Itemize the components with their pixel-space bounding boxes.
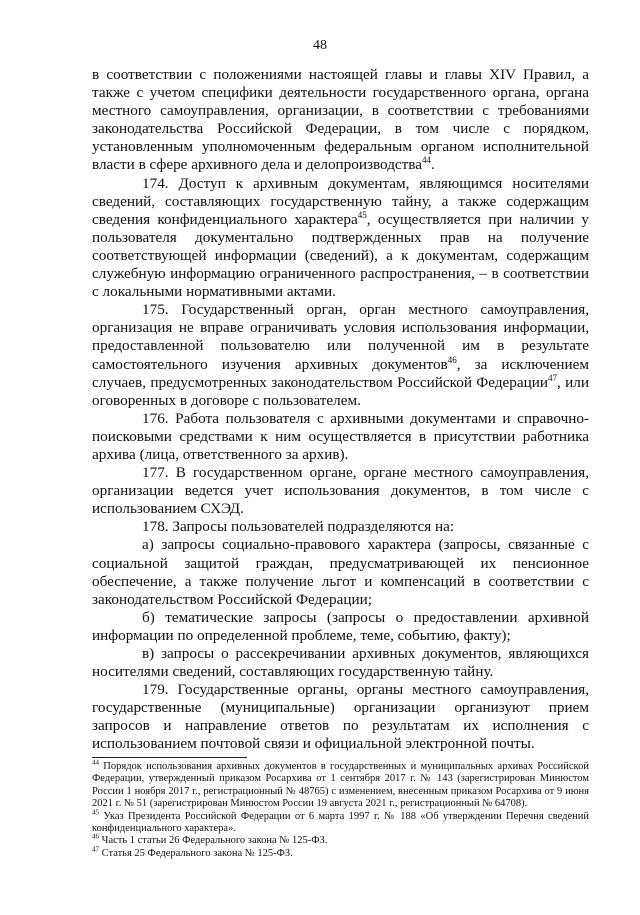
footnote-ref: 45 xyxy=(357,209,367,220)
footnote-ref: 44 xyxy=(422,155,432,166)
footnote-number: 45 xyxy=(92,808,99,817)
paragraph-text: . xyxy=(431,156,435,174)
footnote-number: 44 xyxy=(92,758,99,767)
paragraph-text: 177. В государственном органе, органе местного самоуправления, организации ведется учет использования документов, в том числе с использованием СХЭД. xyxy=(92,464,589,518)
footnote-ref: 46 xyxy=(447,354,457,365)
footnote-44 xyxy=(92,758,589,811)
paragraph-text: 178. Запросы пользователей подразделяются на: xyxy=(142,518,455,536)
paragraph-174 xyxy=(92,175,589,302)
paragraph-text: 175. Государственный орган, орган местного самоуправления, организация не вправе ограничивать условия использования информации, предоставленной пользователю или полученной им в результате самостоятельного изучения архивных документов xyxy=(92,301,589,373)
paragraph-178a xyxy=(92,536,589,608)
footnote-text: Порядок использования архивных документов в государственных и муниципальных архивах Российской Федерации, утвержденный приказом Росархива от 1 сентября 2017 г. № 143 (зарегистрирован Минюстом России 1 ноября 2017 г., регистрационный № 48765) с изменением, внесенным приказом Росархива от 9 июня 2021 г. № 51 (зарегистрирован Минюстом России 19 августа 2021 г., регистрационный № 64708). xyxy=(92,761,589,810)
paragraph-178 xyxy=(92,518,589,536)
body-text xyxy=(92,66,589,754)
paragraph-178c xyxy=(92,645,589,681)
page-number: 48 xyxy=(313,38,327,53)
paragraph-text: , за исключением случаев, предусмотренных законодательством Российской Федерации xyxy=(92,355,589,391)
paragraph-text: , осуществляется при наличии у пользователя документально подтвержденных прав на получение соответствующей информации (сведений), а к документам, содержащим служебную информацию ограниченного распространения, – в соответствии с локальными нормативными актами. xyxy=(92,210,589,301)
footnotes xyxy=(92,758,589,860)
paragraph-text: б) тематические запросы (запросы о предоставлении архивной информации по определенной проблеме, теме, событию, факту); xyxy=(92,608,589,644)
footnote-number: 46 xyxy=(92,832,99,841)
footnote-46 xyxy=(92,832,589,847)
footnote-separator xyxy=(92,757,247,758)
footnote-47 xyxy=(92,845,589,860)
paragraph-text: 176. Работа пользователя с архивными документами и справочно-поисковыми средствами к ним осуществляется в присутствии работника архива (лица, ответственного за архив). xyxy=(92,409,589,463)
paragraph-text: 179. Государственные органы, органы местного самоуправления, государственные (муниципальные) организации организуют прием запросов и направление ответов по результатам их исполнения с использованием почтовой связи и официальной электронной почты. xyxy=(92,681,589,753)
paragraph-175 xyxy=(92,301,589,410)
footnote-ref: 47 xyxy=(548,372,558,383)
paragraph-text: , или оговоренных в договоре с пользователем. xyxy=(92,373,590,409)
footnote-number: 47 xyxy=(92,845,99,854)
paragraph-text: а) запросы социально-правового характера (запросы, связанные с социальной защитой граждан, предусматривающей их пенсионное обеспечение, а также получение льгот и компенсаций в соответствии с законодательством Российской Федерации; xyxy=(92,536,589,608)
paragraph-179 xyxy=(92,681,589,753)
paragraph-177 xyxy=(92,464,589,518)
footnote-45 xyxy=(92,808,589,836)
paragraph-text: 174. Доступ к архивным документам, являющимся носителями сведений, составляющих государственную тайну, а также содержащим сведения конфиденциального характера xyxy=(92,174,589,228)
paragraph-text: в) запросы о рассекречивании архивных документов, являющихся носителями сведений, составляющих государственную тайну. xyxy=(92,645,589,681)
paragraph-0 xyxy=(92,66,589,175)
footnote-text: Указ Президента Российской Федерации от 6 марта 1997 г. № 188 «Об утверждении Перечня сведений конфиденциального характера». xyxy=(92,810,589,835)
paragraph-176 xyxy=(92,410,589,464)
paragraph-text: в соответствии с положениями настоящей главы и главы XIV Правил, а также с учетом специфики деятельности государственного органа, органа местного самоуправления, организации, в соответствии с требованиями законодательства Российской Федерации, в том числе с порядком, установленным уполномоченным федеральным органом исполнительной власти в сфере архивного дела и делопроизводства xyxy=(92,66,589,174)
paragraph-178b xyxy=(92,609,589,645)
footnote-text: Часть 1 статьи 26 Федерального закона № 125-ФЗ. xyxy=(99,835,328,847)
footnote-text: Статья 25 Федерального закона № 125-ФЗ. xyxy=(99,847,293,859)
